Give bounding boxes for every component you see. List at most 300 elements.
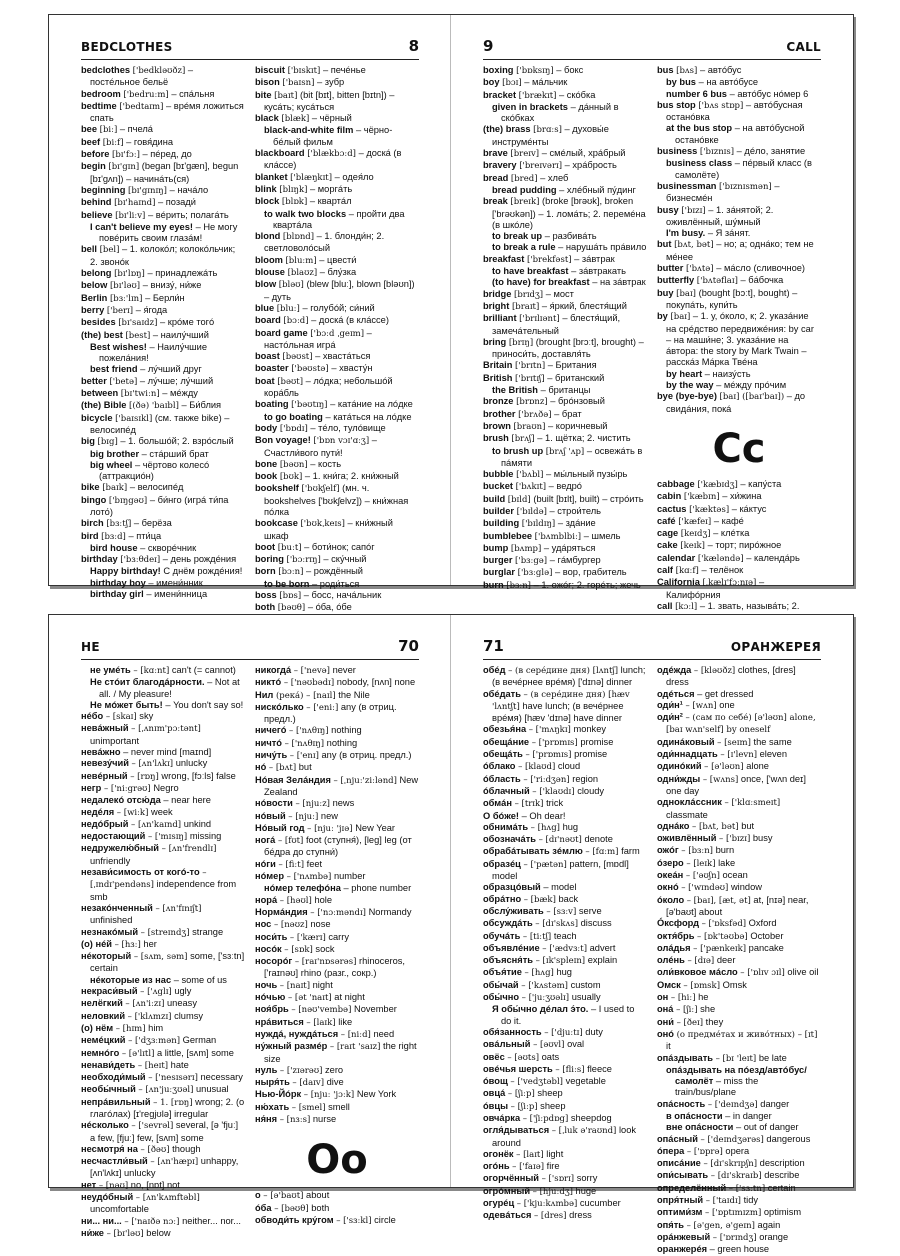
headword: bone [255,458,278,469]
translation: – Not at all. / My pleasure! [99,677,240,699]
translation: – пройти два квартáла [273,208,405,230]
headword: by bus [666,77,696,88]
headword: between [81,388,119,399]
headword: cabbage [657,478,695,489]
dictionary-subentry [255,125,419,148]
translation: – доскá (в клáссе) [264,148,402,171]
dictionary-entry [255,542,419,554]
dictionary-entry [657,528,821,540]
transcription: – ['naɪðə nɔː] [124,1216,180,1227]
headword: Не стóит благодáрности. [90,677,205,688]
translation: – доскá (в клáссе) [311,315,389,326]
dictionary-entry [255,750,419,762]
translation: – клéтка [713,528,750,539]
translation: serve [578,905,602,916]
headword: нóмер [255,871,285,882]
headword: to break up [492,231,543,242]
dictionary-entry [81,101,245,125]
transcription: ['baɪsn] [282,78,315,89]
transcription: – [ʌn'kaɪnd] [131,819,182,830]
dictionary-entry [483,148,647,160]
translation: (broke [brəʊk], broken ['brəʊkən]) – 1. ломáть; 2. перемéна (в шкóле) [492,196,646,230]
dictionary-subentry [483,102,647,125]
transcription: ['bɪznɪs] [699,147,735,158]
headword: board game [255,327,308,338]
dictionary-entry [81,1011,245,1023]
headword: biscuit [255,65,285,75]
translation: but [298,762,312,773]
headword: óвцы [483,1100,509,1111]
dictionary-subentry [483,231,647,242]
dictionary-entry [255,113,419,125]
translation: – ску́чный [323,554,367,565]
transcription: – [bɜːn] [681,846,713,857]
transcription: – [ʃiːp] [510,1101,538,1112]
dictionary-entry [483,689,647,725]
translation: – зáвтракать [571,266,626,277]
translation: November [353,1004,397,1015]
header-rule [483,59,821,60]
headword: before [81,149,110,160]
dictionary-entry [483,373,647,385]
dictionary-subentry [81,222,245,245]
dictionary-subentry [81,975,245,986]
translation: feet [306,858,323,869]
translation: neither... nor... [182,1215,241,1226]
translation: burn [715,845,735,856]
headword: обещáние [483,736,530,747]
headword: обводи́ть кру́гом [255,1214,334,1225]
translation: – автóбус нóмер 6 [729,88,809,99]
translation: advert [589,942,616,953]
transcription: ['bɪldɪŋ] [521,519,556,530]
headword: опя́ть [657,1219,684,1230]
dictionary-entry [81,807,245,819]
transcription: – ['taɪdɪ] [705,1196,741,1207]
headword: calf [657,564,674,575]
translation: С днём рождéния! [163,566,243,577]
translation: – хрáбрость [564,160,617,171]
transcription: ['bedkləʊðz] [132,66,186,76]
dictionary-entry [255,775,419,799]
headword: both [255,602,276,613]
translation: – роди́ться [312,578,360,589]
translation: sorry [576,1173,598,1184]
transcription: ['brɪtɪʃ] [515,373,545,384]
transcription: [keɪdʒ] [680,529,711,540]
translation: – берёза [133,518,172,529]
headword: он [657,992,669,1003]
translation: – хвастáться [315,351,371,362]
page-number: 71 [483,637,504,655]
translation: – скóбка [559,89,596,100]
translation: new [320,810,338,821]
translation: classmate [666,809,708,820]
dictionary-entry [255,1004,419,1016]
translation: they [705,1016,724,1027]
transcription: ['betə] [109,376,138,387]
translation: – хвасту́н [331,363,373,374]
dictionary-entry [255,90,419,114]
headword: best friend [90,364,138,375]
headword: обсуждáть [483,918,533,929]
headword: óблачный [483,785,530,796]
transcription: – [hiː] [670,993,696,1004]
dictionary-entry [81,185,245,197]
transcription: ['brɪlɪənt] [519,314,560,325]
transcription: – [ðəʊ] [140,1144,170,1155]
transcription: [bɪ'saɪdz] [118,318,158,329]
headword: несчастли́вый [81,1156,148,1167]
dictionary-entry [81,317,245,329]
transcription: [ˌkælɪ'fɔːnɪə] [702,578,757,589]
transcription: [bel] [99,245,120,256]
transcription: ['bəʊtɪŋ] [291,400,328,411]
translation: – боти́нок; сапóг [304,541,375,552]
dictionary-entry [81,124,245,136]
dictionary-entry [657,797,821,821]
translation: sky [139,711,154,722]
transcription: [blæk] [281,114,310,125]
headword: обéд [483,665,506,675]
dictionary-entry [483,846,647,858]
headword: big [81,436,95,447]
dictionary-entry [81,783,245,795]
translation: – босс, начáльник [303,590,382,601]
translation: – кафé [713,515,744,526]
headword: born [255,566,276,577]
translation: strange [192,926,224,937]
transcription: – [smel] [291,1102,326,1113]
translation: be late [758,1052,787,1063]
headword: to go boating [264,411,323,422]
headword: объявлéние [483,942,540,953]
headword: неудóбный [81,1192,134,1203]
translation: – пéрвый класс (в самолёте) [675,158,812,180]
translation: any (в отриц. предл.) [264,701,397,725]
headword: builder [483,505,514,516]
headword: butter [657,263,684,274]
transcription: – [ɒk'təʊbə] [697,931,748,942]
translation: – 1. у, óколо, к; 2. указáние на срéдство передвижéния: by car – на маши́не; 3. указáние на áвтора: the story by Mark Twain – расскáз Мáрка Твéна [666,311,814,368]
headword: I'm busy. [666,228,706,239]
transcription: [bɪ'gɪn] [108,162,140,173]
dictionary-subentry [483,266,647,277]
headword: brave [483,148,508,159]
translation: unusual [196,1084,229,1095]
translation: – печéнье [322,65,366,75]
transcription: – [nəʊz] [273,920,308,931]
headword: нóги [255,858,276,869]
dictionary-entry [255,399,419,411]
dictionary-entry [483,1161,647,1173]
translation: unfinished [90,915,133,926]
translation: – Британия [547,360,597,371]
translation: – нарушáть прáвило [558,242,647,253]
transcription: – [baɪ], [æt, ət] [686,895,751,906]
transcription: – [ʌn'lʌkɪ] [131,759,174,770]
headword: business class [666,158,733,169]
transcription: [bɜːd] [101,531,126,542]
dictionary-entry [81,137,245,149]
headword: ничтó [255,737,282,748]
headword: необы́чный [81,1084,136,1095]
headword: belong [81,268,112,279]
headword: number 6 bus [666,88,727,99]
transcription: ['kæləndə] [697,553,744,564]
translation: – моргáть [310,183,353,194]
translation: – get dressed [697,688,754,699]
transcription: ['bɔːrɪŋ] [286,555,321,566]
headword: огрóмный [483,1185,531,1196]
translation: again [757,1219,781,1230]
translation: some, ['sɜːtn] certain [90,951,245,974]
transcription: – [ʌn'hæpɪ] [150,1157,199,1168]
headword: call [657,600,673,611]
dictionary-entry [255,725,419,737]
transcription: – [niːd] [340,1029,371,1040]
dictionary-entry [483,786,647,798]
dictionary-entry [255,279,419,303]
translation: no, [nɒt] not [130,1179,180,1190]
dictionary-entry [483,894,647,906]
translation: – Берли́н [145,292,185,303]
transcription: – [kləʊðz] [693,666,736,676]
transcription: – ['zɪərəʊ] [279,1065,323,1076]
transcription: ['kæbɪn] [683,492,720,503]
transcription: [buːt] [277,542,302,553]
transcription: – ['nəʊbədɪ] [283,678,335,689]
transcription: [bləʊ] [278,280,304,291]
translation: danger [760,1098,790,1109]
translation: promise [574,749,608,760]
transcription: – [ʌn'juːʒʊəl] [138,1085,194,1096]
transcription: – [ʃiː] [676,1005,698,1016]
translation: – лóдка; небольшóй корáбль [264,375,393,399]
dictionary-entry [657,1220,821,1232]
dictionary-entry [81,795,245,806]
dictionary-entry [483,798,647,810]
dictionary-entry [255,1190,419,1202]
headword: by the way [666,380,714,391]
headword: block [255,196,280,207]
dictionary-entry [657,689,821,700]
transcription: [bɪ'ləʊ] [109,281,141,292]
dictionary-entry [255,77,419,89]
translation: – но; а; однáко; тем не мéнее [666,239,814,262]
dictionary-entry [81,244,245,268]
headword: bump [483,542,509,553]
dictionary-entry [255,363,419,375]
transcription: – [bʌt, bət] [692,821,739,832]
dictionary-subentry [657,369,821,380]
dictionary-entry [483,967,647,979]
translation: – out of danger [735,1122,799,1133]
transcription: (о предмéтах и живóтных) – [ɪt] [676,1029,818,1040]
translation: Omsk [722,979,747,990]
dictionary-entry [657,1029,821,1053]
transcription: [bəʊθ] [277,603,306,614]
headword: to be born [264,578,310,589]
headword: опáсный [657,1133,698,1144]
headword: boast [255,351,280,362]
dictionary-entry [81,1084,245,1096]
headword: bracket [483,89,517,100]
dictionary-entry [483,301,647,313]
headword: ногá [255,835,276,846]
translation: optimism [763,1207,802,1218]
translation: ugly [174,986,192,997]
translation: – You don't say so! [165,699,244,710]
translation: – наизу́сть [704,368,751,379]
translation: – автóбус [699,65,742,75]
headword: негр [81,782,102,793]
dictionary-entry [255,992,419,1004]
headword: by [657,311,668,322]
translation: – на зáвтрак [592,277,646,288]
headword: boxing [483,65,514,75]
dictionary-entry [483,396,647,408]
dictionary-entry [483,665,647,689]
transcription: – [klaʊd] [518,762,556,773]
headword: окнó [657,882,679,893]
dictionary-subentry [483,277,647,288]
transcription: ['blækbɔːd] [307,149,356,160]
dictionary-entry [255,267,419,279]
translation: – голубóй; си́ний [302,302,375,313]
translation: unkind [183,818,212,829]
translation: hate [170,1059,189,1070]
transcription: – [ə'ləʊn] [704,762,744,773]
dictionary-entry [483,943,647,955]
translation: describe [764,1170,800,1181]
translation: October [750,930,784,941]
page-number: 70 [398,637,419,655]
dictionary-entry [657,955,821,967]
transcription: – [ɪk'spleɪn] [535,956,586,967]
dictionary-entry [657,918,821,930]
translation: – Наилу́чшие пожелáния! [99,341,208,364]
translation: – some of us [173,974,227,985]
translation: – настóльная игрá [264,327,372,350]
headword: behind [81,197,112,208]
transcription: – [wʌns] [702,774,739,785]
transcription: [bluːm] [285,255,317,266]
dictionary-entry [483,1113,647,1125]
headword: blond [255,231,281,242]
dictionary-entry [255,871,419,883]
headword: British [483,372,513,383]
headword: обозначáть [483,834,536,845]
dictionary-entry [483,124,647,148]
translation: – чёрно-бéлый фильм [273,125,393,147]
dictionary-entry [81,903,245,927]
transcription: – [ʌn'iːzɪ] [125,999,165,1010]
transcription: – [dɪə] [687,956,715,967]
headword: незави́симость от когó-то [81,867,200,878]
translation: a little, [sʌm] some [156,1047,234,1058]
headword: blue [255,302,275,313]
headword: нéкоторый [81,951,132,962]
transcription: [bʌt, bət] [674,240,714,251]
dictionary-entry [81,723,245,747]
translation: – мéжду [162,388,198,399]
headword: bring [483,336,507,347]
translation: uncomfortable [90,1204,149,1215]
translation: opera [725,1145,750,1156]
headword: below [81,280,108,291]
translation: teach [553,930,577,941]
headword: оптими́зм [657,1207,703,1218]
transcription: – [ʌn'kʌmftəbl] [135,1193,200,1204]
headword: О бóже! [483,810,519,821]
translation: – день рождéния [162,554,237,565]
transcription: ['bɪldə] [516,506,547,517]
transcription: [bəʊn] [279,459,308,470]
translation: – green house [709,1244,770,1255]
headword: calendar [657,552,696,563]
dictionary-entry [483,931,647,943]
dictionary-entry [255,184,419,196]
headword: boating [255,399,289,410]
translation: Negro [153,782,179,793]
transcription: [bɪld] [507,494,531,505]
dictionary-entry [657,1099,821,1111]
dictionary-entry [255,65,419,77]
transcription: [bʌmp] [510,543,542,554]
transcription: ['bɒksɪŋ] [516,66,554,76]
translation: – тéло, тулóвище [310,422,386,433]
headword: bridge [483,288,512,299]
headword: необходи́мый [81,1072,146,1083]
transcription: – [ə'gen, ə'geɪn] [686,1220,755,1231]
transcription: – [hɪm] [115,1023,146,1034]
headword: to walk two blocks [264,208,347,219]
transcription: – [bæk] [523,894,556,905]
dictionary-entry [255,1065,419,1077]
column-2 [657,65,821,612]
transcription: – ['sɒrɪ] [541,1174,575,1185]
dictionary-entry [255,823,419,835]
transcription: – [ˌnjuː'ziːlənd] [333,775,397,786]
transcription: [bɜːn] [506,580,531,591]
headword: body [255,422,278,433]
translation: number [333,871,366,882]
header-rule [81,659,419,660]
translation: – вéрить; полагáть [147,209,229,220]
headword: brown [483,420,511,431]
headword: ночь [255,979,278,990]
transcription: – [ə'baʊt] [263,1191,304,1202]
transcription: ['bɜːθdeɪ] [120,555,161,566]
transcription: [bɪ'fɔː] [112,150,140,161]
transcription: – ['vedʒtəbl] [510,1077,563,1088]
running-head-word: BEDCLOTHES [81,40,173,54]
transcription: [bɔːd] [283,316,309,327]
transcription: ['bʌtə] [685,264,714,275]
transcription: ['berɪ] [106,305,134,316]
translation: foot (ступня́), [leg] leg (от бéдра до ступни́) [264,835,412,858]
translation: carry [328,931,350,942]
translation: though [172,1143,201,1154]
dictionary-entry [81,161,245,185]
headword: bookcase [255,518,298,529]
headword: опáздывать [657,1052,713,1063]
dictionary-entry [255,859,419,871]
dictionary-entry [483,882,647,893]
dictionary-subentry [81,449,245,460]
dictionary-entry [657,540,821,552]
